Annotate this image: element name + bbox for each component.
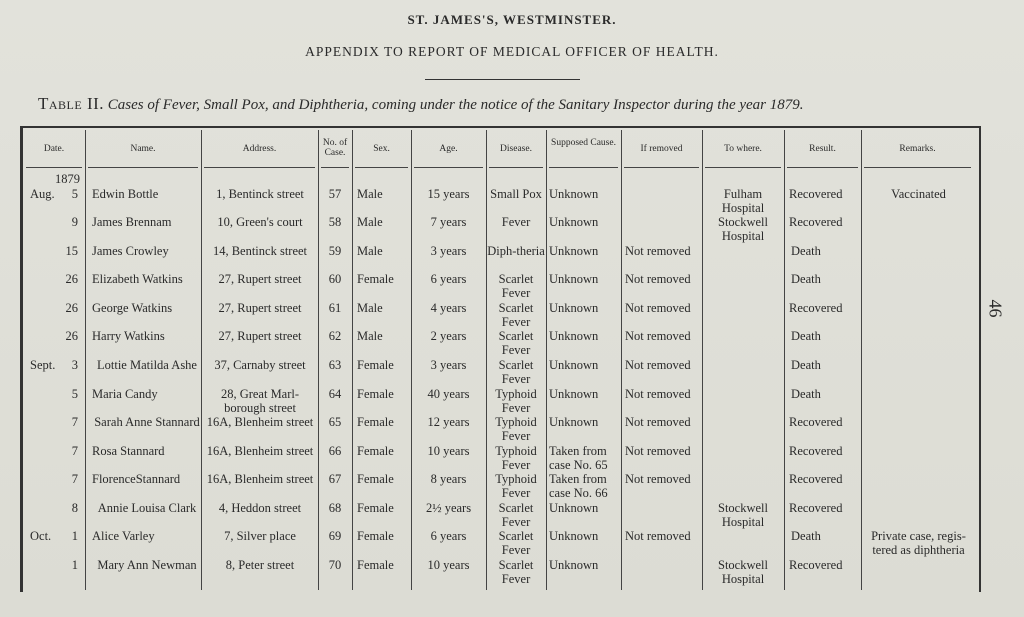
row-disease: Typhoid Fever xyxy=(495,415,537,443)
row-result: Death xyxy=(791,387,821,401)
table-title xyxy=(38,94,998,114)
row-name: Annie Louisa Clark xyxy=(97,501,197,515)
row-address: 8, Peter street xyxy=(225,558,295,572)
row-name: Alice Varley xyxy=(92,529,155,543)
row-removed: Not removed xyxy=(625,272,691,286)
row-case-no: 65 xyxy=(328,415,342,429)
column-header-date: Date. xyxy=(43,144,65,154)
row-cause: Taken from case No. 65 xyxy=(549,444,608,472)
row-result: Death xyxy=(791,272,821,286)
row-month: Aug. xyxy=(30,187,55,201)
column-rule xyxy=(352,130,353,590)
row-address: 4, Heddon street xyxy=(218,501,302,515)
row-age: 3 years xyxy=(430,244,467,258)
row-name: James Brennam xyxy=(92,215,172,229)
row-address: 37, Carnaby street xyxy=(214,358,306,372)
row-disease: Scarlet Fever xyxy=(498,329,534,357)
row-name: Mary Ann Newman xyxy=(97,558,197,572)
row-sex: Female xyxy=(357,358,394,372)
row-name: Lottie Matilda Ashe xyxy=(97,358,197,372)
row-disease: Scarlet Fever xyxy=(498,501,534,529)
row-name: George Watkins xyxy=(92,301,173,315)
column-header-where: To where. xyxy=(724,144,762,154)
row-address: 10, Green's court xyxy=(217,215,303,229)
row-address: 28, Great Marl-borough street xyxy=(220,387,300,415)
column-header-removed: If removed xyxy=(640,144,683,154)
row-disease: Scarlet Fever xyxy=(498,529,534,557)
row-removed: Not removed xyxy=(625,301,691,315)
row-month: Oct. xyxy=(30,529,52,543)
header-underline xyxy=(88,167,198,168)
row-day: 26 xyxy=(65,272,78,286)
header-underline xyxy=(549,167,618,168)
row-sex: Male xyxy=(357,187,383,201)
column-header-remarks: Remarks. xyxy=(899,144,936,154)
row-day: 26 xyxy=(65,329,78,343)
row-result: Recovered xyxy=(789,501,843,515)
row-result: Recovered xyxy=(789,472,843,486)
row-day: 7 xyxy=(71,472,78,486)
column-rule xyxy=(784,130,785,590)
row-name: Elizabeth Watkins xyxy=(92,272,183,286)
column-header-sex: Sex. xyxy=(373,144,390,154)
row-cause: Unknown xyxy=(549,187,599,201)
row-day: 5 xyxy=(71,387,78,401)
row-removed: Not removed xyxy=(625,329,691,343)
row-cause: Unknown xyxy=(549,301,599,315)
row-case-no: 60 xyxy=(328,272,342,286)
row-sex: Male xyxy=(357,329,383,343)
row-address: 27, Rupert street xyxy=(218,272,302,286)
row-destination: Stockwell Hospital xyxy=(718,558,768,586)
row-age: 15 years xyxy=(427,187,470,201)
row-age: 6 years xyxy=(430,529,467,543)
row-disease: Diph-theria xyxy=(487,244,545,258)
row-age: 10 years xyxy=(427,444,470,458)
page-number: 46 xyxy=(985,299,1006,318)
header-underline xyxy=(787,167,858,168)
appendix-heading: APPENDIX TO REPORT OF MEDICAL OFFICER OF HEALTH. xyxy=(305,44,719,59)
row-sex: Female xyxy=(357,501,394,515)
row-address: 16A, Blenheim street xyxy=(206,472,314,486)
row-disease: Fever xyxy=(501,215,531,229)
row-day: 5 xyxy=(71,187,78,201)
row-result: Recovered xyxy=(789,444,843,458)
row-cause: Taken from case No. 66 xyxy=(549,472,608,500)
row-day: 1 xyxy=(71,529,78,543)
row-address: 1, Bentinck street xyxy=(216,187,304,201)
row-disease: Small Pox xyxy=(490,187,542,201)
year-label: 1879 xyxy=(55,172,80,186)
row-cause: Unknown xyxy=(549,558,599,572)
row-address: 27, Rupert street xyxy=(218,301,302,315)
row-case-no: 62 xyxy=(328,329,342,343)
header-underline xyxy=(489,167,543,168)
column-header-name: Name. xyxy=(130,144,156,154)
row-disease: Scarlet Fever xyxy=(498,272,534,300)
row-disease: Scarlet Fever xyxy=(498,358,534,386)
row-day: 3 xyxy=(71,358,78,372)
row-sex: Female xyxy=(357,387,394,401)
row-removed: Not removed xyxy=(625,444,691,458)
row-disease: Scarlet Fever xyxy=(498,301,534,329)
row-cause: Unknown xyxy=(549,529,599,543)
header-underline xyxy=(864,167,971,168)
row-result: Recovered xyxy=(789,187,843,201)
row-sex: Male xyxy=(357,215,383,229)
table-label: Table II. xyxy=(38,94,105,113)
row-cause: Unknown xyxy=(549,387,599,401)
heading-rule xyxy=(425,79,580,80)
row-disease: Typhoid Fever xyxy=(495,444,537,472)
column-header-address: Address. xyxy=(242,144,277,154)
row-month: Sept. xyxy=(30,358,56,372)
row-age: 2½ years xyxy=(425,501,472,515)
row-address: 14, Bentinck street xyxy=(212,244,308,258)
row-age: 2 years xyxy=(430,329,467,343)
header-underline xyxy=(705,167,781,168)
row-case-no: 70 xyxy=(328,558,342,572)
row-case-no: 57 xyxy=(328,187,342,201)
row-result: Death xyxy=(791,358,821,372)
row-result: Recovered xyxy=(789,415,843,429)
row-destination: Fulham Hospital xyxy=(721,187,765,215)
row-removed: Not removed xyxy=(625,415,691,429)
column-header-cause: Supposed Cause. xyxy=(551,138,616,148)
row-sex: Female xyxy=(357,415,394,429)
row-result: Recovered xyxy=(789,301,843,315)
row-cause: Unknown xyxy=(549,329,599,343)
row-day: 7 xyxy=(71,415,78,429)
column-header-age: Age. xyxy=(439,144,458,154)
row-day: 9 xyxy=(71,215,78,229)
row-cause: Unknown xyxy=(549,415,599,429)
row-sex: Female xyxy=(357,558,394,572)
row-day: 7 xyxy=(71,444,78,458)
row-cause: Unknown xyxy=(549,215,599,229)
row-sex: Female xyxy=(357,472,394,486)
row-case-no: 67 xyxy=(328,472,342,486)
row-case-no: 58 xyxy=(328,215,342,229)
row-age: 6 years xyxy=(430,272,467,286)
row-sex: Female xyxy=(357,272,394,286)
header-underline xyxy=(624,167,699,168)
row-age: 3 years xyxy=(430,358,467,372)
row-age: 4 years xyxy=(430,301,467,315)
row-name: James Crowley xyxy=(92,244,169,258)
row-sex: Male xyxy=(357,301,383,315)
row-removed: Not removed xyxy=(625,387,691,401)
row-name: Edwin Bottle xyxy=(92,187,159,201)
row-removed: Not removed xyxy=(625,529,691,543)
row-sex: Male xyxy=(357,244,383,258)
column-header-disease: Disease. xyxy=(500,144,532,154)
row-remarks: Vaccinated xyxy=(891,187,946,201)
row-age: 12 years xyxy=(427,415,470,429)
row-sex: Female xyxy=(357,529,394,543)
row-age: 8 years xyxy=(430,472,467,486)
column-rule xyxy=(621,130,622,590)
column-rule xyxy=(85,130,86,590)
row-result: Death xyxy=(791,329,821,343)
row-age: 10 years xyxy=(427,558,470,572)
row-result: Recovered xyxy=(789,558,843,572)
row-name: Harry Watkins xyxy=(92,329,165,343)
row-day: 15 xyxy=(65,244,78,258)
row-cause: Unknown xyxy=(549,244,599,258)
row-name: FlorenceStannard xyxy=(92,472,181,486)
row-case-no: 61 xyxy=(328,301,342,315)
row-name: Rosa Stannard xyxy=(92,444,165,458)
row-case-no: 66 xyxy=(328,444,342,458)
row-sex: Female xyxy=(357,444,394,458)
row-address: 27, Rupert street xyxy=(218,329,302,343)
row-address: 7, Silver place xyxy=(224,529,296,543)
row-name: Sarah Anne Stannard xyxy=(94,415,200,429)
row-case-no: 69 xyxy=(328,529,342,543)
column-header-result: Result. xyxy=(809,144,836,154)
row-destination: Stockwell Hospital xyxy=(718,215,768,243)
row-case-no: 68 xyxy=(328,501,342,515)
row-case-no: 59 xyxy=(328,244,342,258)
parish-heading: ST. JAMES'S, WESTMINSTER. xyxy=(407,12,617,27)
row-result: Death xyxy=(791,244,821,258)
header-underline xyxy=(355,167,408,168)
row-removed: Not removed xyxy=(625,472,691,486)
row-destination: Stockwell Hospital xyxy=(718,501,768,529)
row-result: Death xyxy=(791,529,821,543)
row-result: Recovered xyxy=(789,215,843,229)
row-day: 26 xyxy=(65,301,78,315)
row-removed: Not removed xyxy=(625,244,691,258)
row-address: 16A, Blenheim street xyxy=(206,444,314,458)
column-rule xyxy=(546,130,547,590)
header-underline xyxy=(204,167,315,168)
row-cause: Unknown xyxy=(549,358,599,372)
row-case-no: 63 xyxy=(328,358,342,372)
row-removed: Not removed xyxy=(625,358,691,372)
row-day: 1 xyxy=(71,558,78,572)
header-underline xyxy=(321,167,349,168)
row-day: 8 xyxy=(71,501,78,515)
row-age: 7 years xyxy=(430,215,467,229)
row-disease: Typhoid Fever xyxy=(495,387,537,415)
table-description: Cases of Fever, Small Pox, and Diphtheria, coming under the notice of the Sanitary Inspector during the year 1879. xyxy=(107,97,804,113)
row-disease: Scarlet Fever xyxy=(498,558,534,586)
row-name: Maria Candy xyxy=(92,387,158,401)
row-disease: Typhoid Fever xyxy=(495,472,537,500)
header-underline xyxy=(26,167,82,168)
row-cause: Unknown xyxy=(549,501,599,515)
column-header-case-no: No. of Case. xyxy=(322,138,348,158)
row-address: 16A, Blenheim street xyxy=(206,415,314,429)
row-remarks: Private case, regis-tered as diphtheria xyxy=(871,529,966,557)
row-age: 40 years xyxy=(427,387,470,401)
header-underline xyxy=(414,167,483,168)
row-case-no: 64 xyxy=(328,387,342,401)
row-cause: Unknown xyxy=(549,272,599,286)
